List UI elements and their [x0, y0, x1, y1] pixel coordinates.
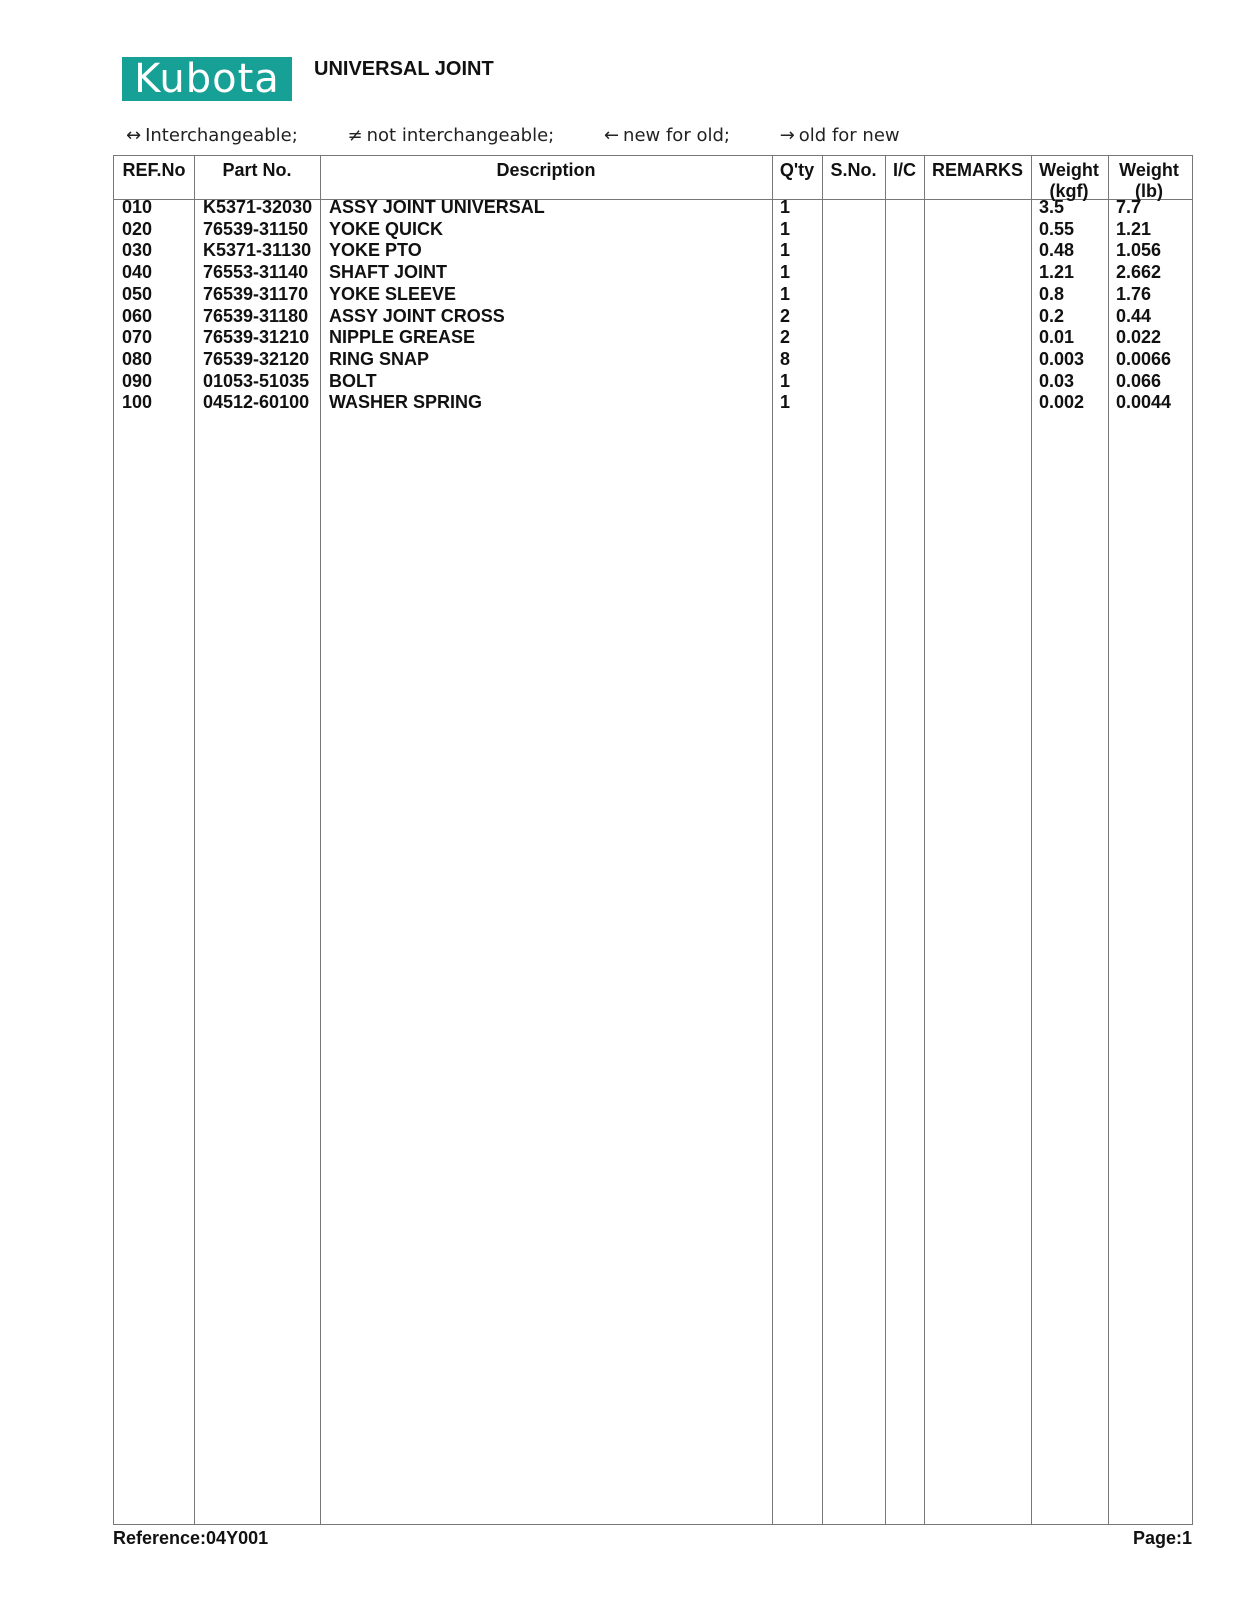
cell-description: YOKE QUICK	[329, 218, 444, 239]
cell-part-no: 76539-32120	[203, 348, 310, 369]
cell-description: NIPPLE GREASE	[329, 327, 476, 348]
table-row	[114, 196, 1192, 218]
cell-weight-lb: 0.0066	[1116, 348, 1172, 369]
parts-table	[113, 155, 1193, 1525]
cell-qty: 2	[780, 327, 791, 348]
cell-part-no: 04512-60100	[203, 392, 310, 413]
column-header-remarks: REMARKS	[931, 160, 1023, 180]
cell-weight-lb: 7.7	[1116, 197, 1142, 217]
cell-description: ASSY JOINT CROSS	[329, 305, 505, 326]
legend-item-new-for-old	[604, 125, 752, 146]
cell-ref: 050	[122, 283, 153, 304]
cell-part-no: K5371-31130	[203, 240, 312, 261]
column-header-weight-lb: Weight (lb)	[1119, 160, 1179, 201]
cell-description: BOLT	[329, 370, 377, 391]
table-row	[114, 239, 1192, 261]
cell-ref: 100	[122, 392, 153, 413]
cell-part-no: 76553-31140	[203, 262, 309, 283]
cell-part-no: 76539-31180	[203, 305, 309, 326]
cell-weight-kgf: 0.002	[1039, 392, 1085, 413]
cell-qty: 1	[780, 392, 791, 413]
page-title: UNIVERSAL JOINT	[314, 58, 494, 80]
cell-description: YOKE SLEEVE	[329, 283, 457, 304]
cell-weight-lb: 1.21	[1116, 218, 1152, 239]
cell-weight-lb: 0.0044	[1116, 392, 1172, 413]
column-header-qty: Q'ty	[779, 160, 815, 180]
two-way-arrow-icon: ↔	[126, 125, 142, 146]
table-row	[114, 218, 1192, 240]
legend-label: not interchangeable;	[366, 125, 555, 146]
cell-ref: 020	[122, 218, 153, 239]
cell-qty: 1	[780, 283, 791, 304]
column-header-ref: REF.No	[122, 160, 186, 180]
cell-description: YOKE PTO	[329, 240, 422, 261]
cell-ref: 060	[122, 305, 153, 326]
cell-description: RING SNAP	[329, 348, 430, 369]
table-row	[114, 326, 1192, 348]
table-row	[114, 391, 1192, 413]
legend-label: new for old;	[623, 125, 730, 146]
cell-ref: 040	[122, 262, 153, 283]
column-header-ic: I/C	[892, 160, 916, 180]
column-header-description: Description	[496, 160, 596, 180]
cell-weight-kgf: 0.2	[1039, 305, 1065, 326]
not-equal-icon: ≠	[347, 125, 363, 146]
column-header-sno: S.No.	[830, 160, 877, 180]
cell-part-no: 76539-31210	[203, 327, 310, 348]
kubota-logo	[122, 57, 292, 101]
cell-qty: 1	[780, 240, 791, 261]
cell-weight-kgf: 3.5	[1039, 197, 1065, 217]
table-row	[114, 370, 1192, 392]
table-row	[114, 348, 1192, 370]
cell-ref: 070	[122, 327, 153, 348]
legend-item-interchangeable	[126, 125, 320, 146]
legend-item-not-interchangeable	[348, 125, 577, 146]
legend-item-old-for-new	[780, 125, 922, 146]
cell-weight-lb: 1.76	[1116, 283, 1152, 304]
cell-qty: 2	[780, 305, 791, 326]
interchangeability-legend	[126, 125, 944, 146]
cell-qty: 1	[780, 262, 791, 283]
cell-description: SHAFT JOINT	[329, 262, 448, 283]
cell-qty: 1	[780, 370, 791, 391]
table-row	[114, 305, 1192, 327]
column-header-part-no: Part No.	[222, 160, 292, 180]
page-number: Page:1	[1132, 1528, 1192, 1548]
left-arrow-icon: ←	[603, 125, 620, 146]
cell-part-no: 01053-51035	[203, 370, 310, 391]
cell-part-no: K5371-32030	[203, 197, 313, 217]
logo-text: Kubota	[134, 56, 280, 102]
table-row	[114, 261, 1192, 283]
cell-ref: 080	[122, 348, 153, 369]
reference-label: Reference:04Y001	[113, 1528, 269, 1548]
cell-weight-kgf: 0.01	[1039, 327, 1075, 348]
cell-qty: 1	[780, 218, 791, 239]
cell-weight-lb: 2.662	[1116, 262, 1162, 283]
cell-weight-kgf: 0.8	[1039, 283, 1065, 304]
cell-weight-lb: 0.066	[1116, 370, 1162, 391]
column-header-weight-kgf: Weight (kgf)	[1039, 160, 1099, 201]
cell-description: ASSY JOINT UNIVERSAL	[329, 197, 545, 217]
cell-qty: 1	[780, 197, 791, 217]
table-row	[114, 283, 1192, 305]
right-arrow-icon: →	[779, 125, 795, 146]
cell-weight-lb: 0.44	[1116, 305, 1152, 326]
legend-label: old for new	[798, 125, 900, 146]
cell-weight-lb: 1.056	[1116, 240, 1162, 261]
legend-label: Interchangeable;	[145, 125, 298, 146]
cell-description: WASHER SPRING	[329, 392, 483, 413]
cell-ref: 010	[122, 197, 153, 217]
cell-ref: 090	[122, 370, 153, 391]
cell-weight-kgf: 1.21	[1039, 262, 1075, 283]
cell-ref: 030	[122, 240, 153, 261]
cell-weight-lb: 0.022	[1116, 327, 1162, 348]
cell-part-no: 76539-31150	[203, 218, 309, 239]
cell-weight-kgf: 0.48	[1039, 240, 1075, 261]
cell-weight-kgf: 0.55	[1039, 218, 1075, 239]
cell-weight-kgf: 0.003	[1039, 348, 1085, 369]
cell-qty: 8	[780, 348, 791, 369]
cell-part-no: 76539-31170	[203, 283, 309, 304]
cell-weight-kgf: 0.03	[1039, 370, 1075, 391]
